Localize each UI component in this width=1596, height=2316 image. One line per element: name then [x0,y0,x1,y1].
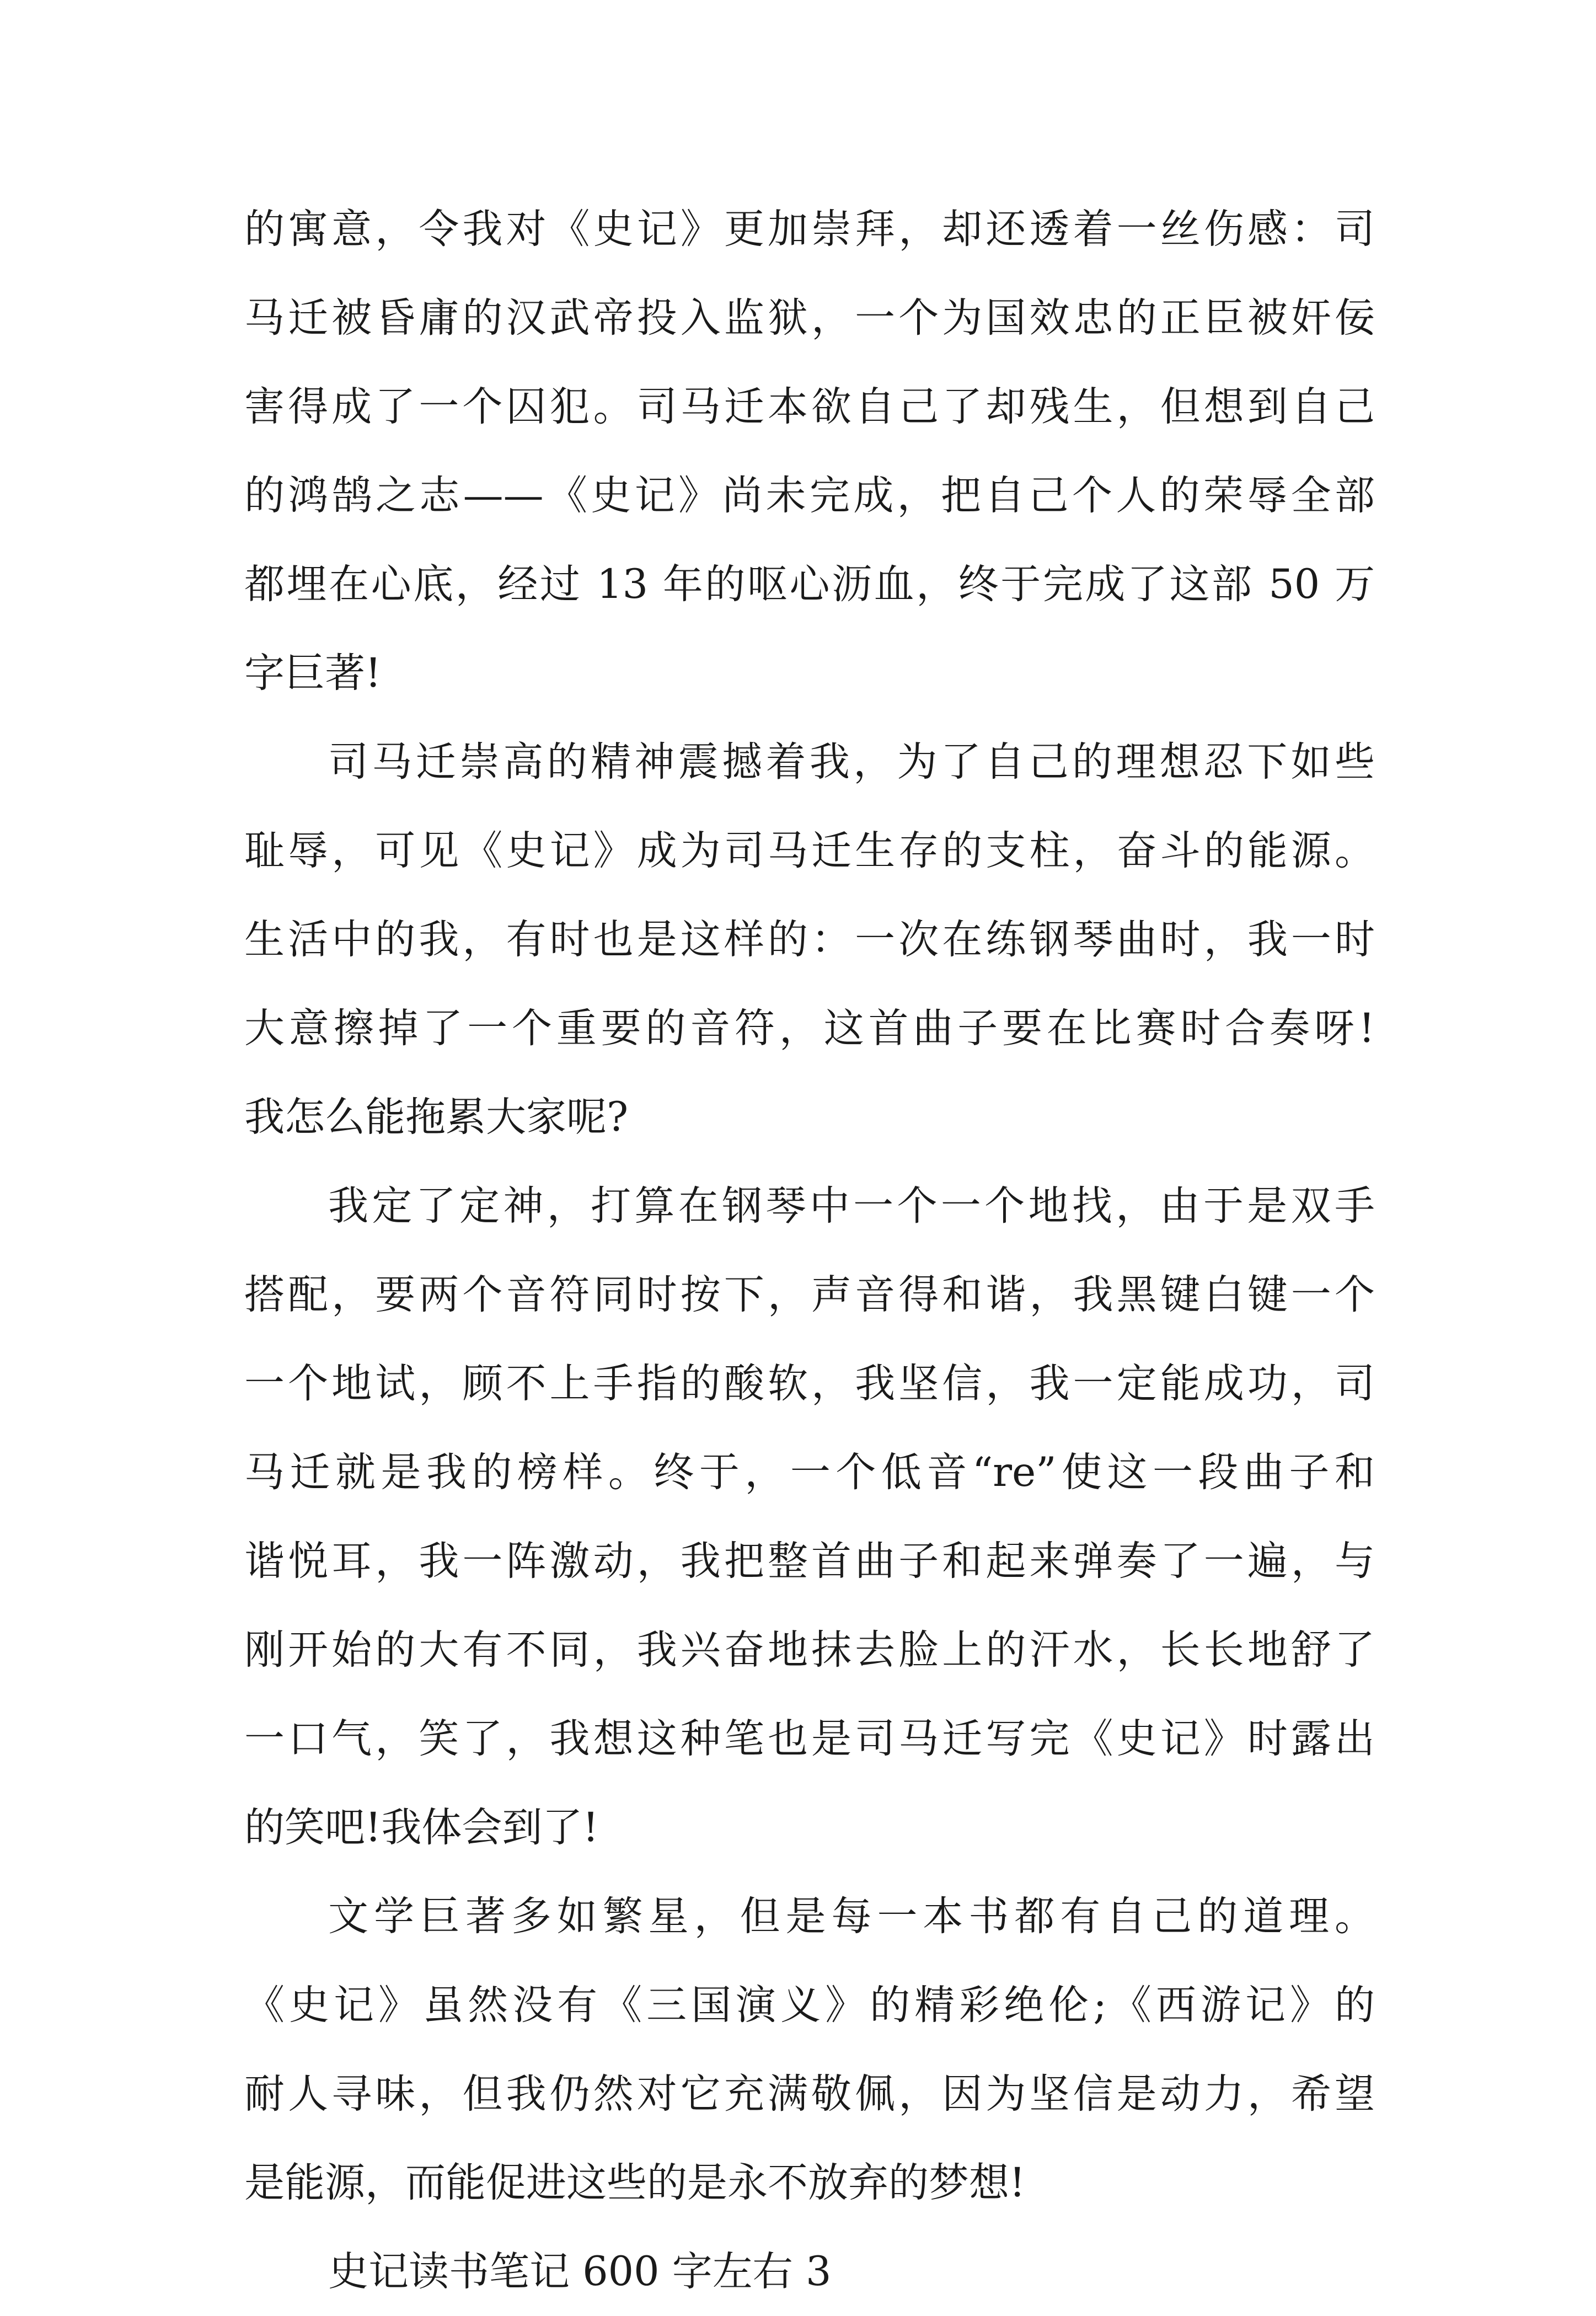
text-line: 刚开始的大有不同，我兴奋地抹去脸上的汗水，长长地舒了 [244,1627,1375,1673]
text-line: 谐悦耳，我一阵激动，我把整首曲子和起来弹奏了一遍，与 [244,1538,1375,1585]
text-line: 都埋在心底，经过 13 年的呕心沥血，终于完成了这部 50 万 [244,561,1375,608]
text-line: 史记读书笔记 600 字左右 3 [328,2248,832,2295]
section-heading [244,2227,1375,2316]
text-line: 害得成了一个囚犯。司马迁本欲自己了却残生，但想到自己 [244,383,1375,430]
text-line: 的笑吧!我体会到了! [244,1804,599,1851]
text-line: 的鸿鹄之志——《史记》尚未完成，把自己个人的荣辱全部 [244,472,1375,519]
text-line: 司马迁崇高的精神震撼着我，为了自己的理想忍下如些 [328,739,1375,785]
text-line: 我定了定神，打算在钢琴中一个一个地找，由于是双手 [328,1183,1375,1229]
text-line: 我怎么能拖累大家呢? [244,1094,629,1141]
text-line: 文学巨著多如繁星，但是每一本书都有自己的道理。 [328,1893,1375,1940]
body-text [244,185,1375,2316]
text-line: 马迁就是我的榜样。终于，一个低音“re”使这一段曲子和 [244,1449,1375,1496]
paragraph [244,185,1375,718]
text-line: 大意擦掉了一个重要的音符，这首曲子要在比赛时合奏呀! [244,1005,1375,1052]
text-line: 生活中的我，有时也是这样的：一次在练钢琴曲时，我一时 [244,916,1375,963]
text-line: 一个地试，顾不上手指的酸软，我坚信，我一定能成功，司 [244,1360,1375,1407]
paragraph [244,1872,1375,2227]
text-line: 马迁被昏庸的汉武帝投入监狱，一个为国效忠的正臣被奸佞 [244,295,1375,341]
text-line: 字巨著! [244,650,382,697]
paragraph [244,718,1375,1162]
text-line: 耐人寻味，但我仍然对它充满敬佩，因为坚信是动力，希望 [244,2071,1375,2117]
text-line: 一口气，笑了，我想这种笔也是司马迁写完《史记》时露出 [244,1715,1375,1762]
text-line: 是能源，而能促进这些的是永不放弃的梦想! [244,2159,1026,2206]
text-line: 《史记》虽然没有《三国演义》的精彩绝伦;《西游记》的 [244,1982,1375,2029]
text-line: 搭配，要两个音符同时按下，声音得和谐，我黑键白键一个 [244,1271,1375,1318]
text-line: 耻辱，可见《史记》成为司马迁生存的支柱，奋斗的能源。 [244,827,1375,874]
paragraph [244,1162,1375,1872]
text-line: 的寓意，令我对《史记》更加崇拜，却还透着一丝伤感：司 [244,206,1375,253]
